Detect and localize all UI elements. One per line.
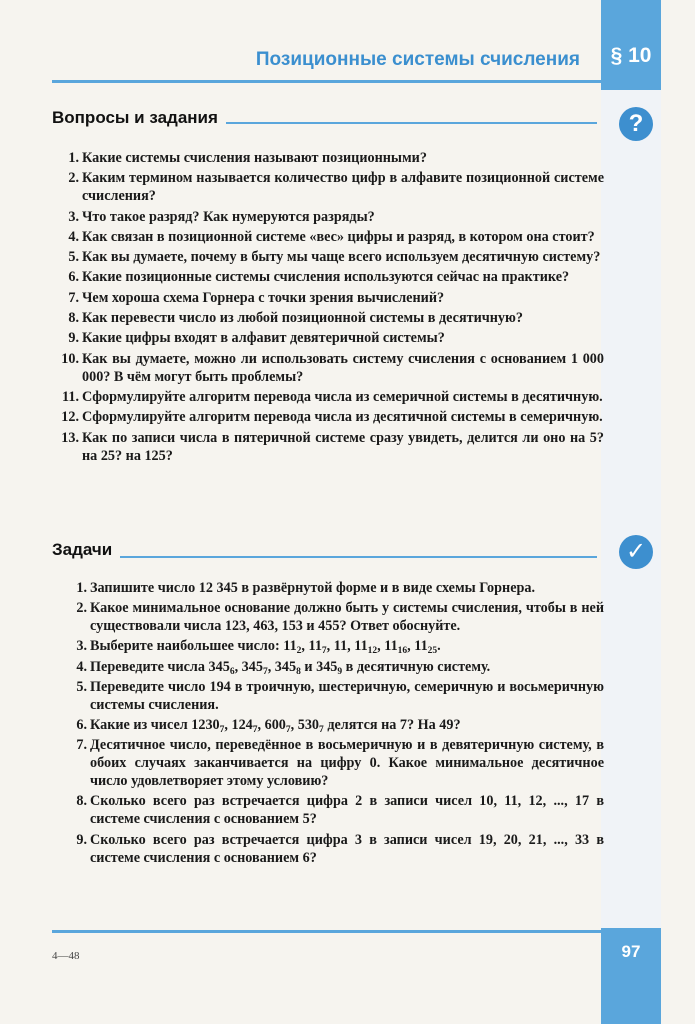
tasks-item-text: Десятичное число, переведённое в восьмеричную и в девятеричную систему, в обоих случаях заканчивается на цифру 0. Какое минимальное десятичное число удовлетворяет этому условию? [90,737,604,790]
page-title: Позиционные системы счисления [255,49,580,70]
tasks-item [52,792,604,828]
questions-item-number: 13. [61,429,79,446]
questions-item [52,268,604,286]
number-with-base: 11 [384,638,398,655]
questions-item [52,228,604,246]
tasks-item [52,637,604,655]
questions-item-text: Сформулируйте алгоритм перевода числа из семеричной системы в десятичную. [82,388,603,405]
questions-item-text: Как по записи числа в пятеричной системе сразу увидеть, делится ли оно на 5? на 25? на 125? [82,429,604,464]
questions-item [52,309,604,327]
tasks-item-text: Выберите наибольшее число: [90,638,280,655]
tasks-item-text: Сколько всего раз встречается цифра 3 в записи чисел 19, 20, 21, ..., 33 в системе счисления с основанием 6? [90,831,604,866]
questions-item-number: 11. [62,388,79,405]
number-separator: и [300,658,317,675]
tasks-item [52,831,604,867]
questions-item-number: 9. [68,330,79,347]
tasks-item-number: 8. [76,793,87,810]
tasks-heading: Задачи [52,540,120,564]
number-separator: , [267,658,275,675]
questions-item-text: Сформулируйте алгоритм перевода числа из десятичной системы в семеричную. [82,409,603,426]
questions-item [52,388,604,406]
number-with-base: 345 [241,658,263,675]
number-with-base: 345 [274,658,297,675]
questions-item-number: 12. [61,409,79,426]
margin-strip [601,0,661,1024]
questions-item-number: 10. [61,350,79,367]
page-number: 97 [621,942,641,961]
base-subscript: 25 [427,646,438,657]
questions-item [52,408,604,426]
questions-item-text: Что такое разряд? Как нумеруются разряды? [82,208,375,225]
question-icon: ? [619,107,653,141]
tasks-item [52,599,604,635]
number-with-base: 11 [308,638,322,655]
tasks-item [52,736,604,790]
base-subscript: 12 [367,646,378,657]
number-separator: , [407,638,415,655]
questions-item [52,208,604,226]
questions-item-number: 6. [68,269,79,286]
tasks-item [52,678,604,714]
base-subscript: 7 [219,724,225,735]
number-with-base: 11 [283,638,297,655]
number-with-base: 1230 [191,716,220,733]
tasks-item-number: 6. [76,716,87,733]
tasks-item-number: 3. [76,638,87,655]
number-separator: , [347,638,355,655]
questions-item-text: Как вы думаете, можно ли использовать систему счисления с основанием 1 000 000? В чём могут быть проблемы? [82,350,604,385]
tasks-item-number: 7. [76,737,87,754]
questions-item-text: Какие цифры входят в алфавит девятеричной системы? [82,330,445,347]
questions-item-number: 8. [68,310,79,327]
number-with-base: 530 [297,716,320,733]
questions-item-number: 2. [68,170,79,187]
questions-item-text: Какие системы счисления называют позиционными? [82,150,427,166]
questions-item [52,169,604,205]
number-with-base: 11 [414,638,428,655]
tasks-item-text: Запишите число 12 345 в развёрнутой форме и в виде схемы Горнера. [90,580,536,596]
number-separator: , [290,716,298,733]
questions-item-number: 1. [68,150,79,166]
questions-list [52,149,604,467]
base-subscript: 16 [397,646,408,657]
section-number: § 10 [610,44,652,67]
tasks-item-tail: в десятичную систему. [345,658,491,675]
questions-item-text: Какие позиционные системы счисления используются сейчас на практике? [82,269,570,286]
questions-item [52,329,604,347]
number-with-base: 345 [208,658,230,675]
footer-divider [52,930,601,933]
printer-signature: 4—48 [52,950,80,962]
questions-item-number: 7. [68,289,79,306]
number-with-base: 11 [333,638,348,655]
tasks-item-number: 9. [76,831,87,848]
tasks-item-text: Переведите числа [90,658,205,675]
base-subscript: 8 [296,666,301,677]
number-separator: , [257,716,265,733]
base-subscript: 7 [319,724,324,735]
questions-item-text: Как перевести число из любой позиционной системы в десятичную? [82,310,523,327]
questions-item-text: Как вы думаете, почему в быту мы чаще всего используем десятичную систему? [82,249,601,266]
number-separator: , [224,716,232,733]
questions-item-number: 3. [68,208,79,225]
tasks-item-text: Какие из чисел [90,716,188,733]
number-separator: , [234,658,242,675]
tasks-item [52,716,604,734]
number-with-base: 600 [264,716,286,733]
questions-item-text: Каким термином называется количество цифр в алфавите позиционной системе счисления? [82,170,604,205]
tasks-item-tail: делятся на 7? На 49? [327,716,461,733]
number-with-base: 124 [231,716,253,733]
checkmark-icon: ✓ [619,535,653,569]
questions-item [52,248,604,266]
base-subscript: 7 [321,646,327,657]
questions-item-text: Как связан в позиционной системе «вес» цифры и разряд, в котором она стоит? [82,228,595,245]
base-subscript: 7 [262,666,268,677]
base-subscript: 9 [337,666,343,677]
questions-item-number: 5. [68,249,79,266]
tasks-item-number: 4. [76,658,87,675]
number-with-base: 345 [316,658,338,675]
base-subscript: 7 [285,724,291,735]
questions-item [52,149,604,167]
tasks-item [52,579,604,597]
tasks-item-number: 1. [76,580,87,596]
number-with-base: 11 [354,638,368,655]
tasks-item-number: 5. [76,678,87,695]
tasks-item-text: Сколько всего раз встречается цифра 2 в записи чисел 10, 11, 12, ..., 17 в системе счисления с основанием 5? [90,793,604,828]
tasks-item-number: 2. [76,600,87,617]
tasks-item-text: Какое минимальное основание должно быть у системы счисления, чтобы в ней существовали числа 123, 463, 153 и 455? Ответ обоснуйте. [90,600,604,635]
tasks-item [52,658,604,676]
number-separator: , [326,638,334,655]
number-separator: . [437,638,441,655]
number-separator: , [377,638,385,655]
base-subscript: 7 [252,724,258,735]
questions-item-text: Чем хороша схема Горнера с точки зрения вычислений? [82,289,445,306]
questions-item [52,289,604,307]
base-subscript: 6 [229,666,235,677]
base-subscript: 2 [296,646,302,657]
questions-item-number: 4. [68,228,79,245]
tasks-list [52,579,604,869]
questions-heading: Вопросы и задания [52,108,226,132]
number-separator: , [301,638,309,655]
header-divider [52,80,601,83]
questions-item [52,350,604,386]
tasks-divider [52,556,597,558]
questions-item [52,429,604,465]
tasks-item-text: Переведите число 194 в троичную, шестеричную, семеричную и восьмеричную системы счисления. [90,678,604,713]
